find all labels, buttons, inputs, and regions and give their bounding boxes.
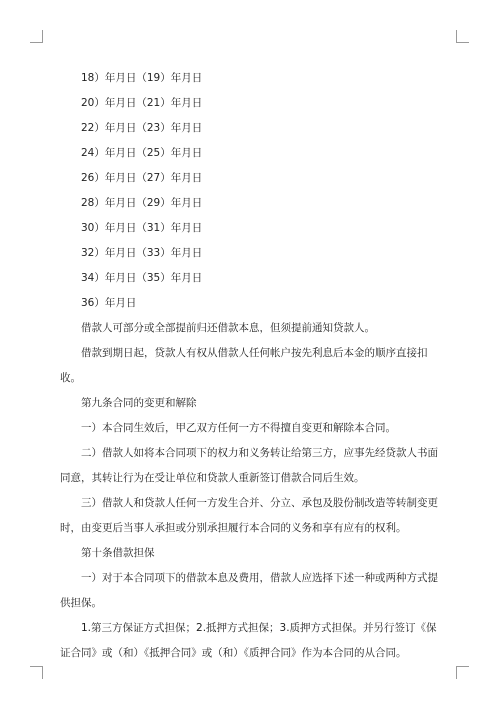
paragraph-deduction: 借款到期日起，贷款人有权从借款人任何帐户按先利息后本金的顺序直接扣收。 <box>60 347 428 384</box>
paragraph-early-repayment: 借款人可部分或全部提前归还借款本息，但须提前通知贷款人。 <box>81 322 375 334</box>
paragraph-dates-24-25: 24）年月日（25）年月日 <box>81 147 203 159</box>
paragraph-dates-22-23: 22）年月日（23）年月日 <box>81 122 203 134</box>
paragraph-dates-28-29: 28）年月日（29）年月日 <box>81 197 203 209</box>
crop-mark-top-right <box>456 30 469 43</box>
paragraph-article-9-item-2: 二）借款人如将本合同项下的权力和义务转让给第三方，应事先经贷款人书面同意，其转让行为在受让单位和贷款人重新签订借款合同后生效。 <box>60 447 438 484</box>
document-body <box>60 66 445 666</box>
paragraph-guarantee-methods: 1.第三方保证方式担保；2.抵押方式担保；3.质押方式担保。并另行签订《保证合同》或（和）《抵押合同》或（和）《质押合同》作为本合同的从合同。 <box>60 622 437 659</box>
paragraph-dates-20-21: 20）年月日（21）年月日 <box>81 97 203 109</box>
crop-mark-bottom-left <box>30 666 43 679</box>
paragraph-dates-26-27: 26）年月日（27）年月日 <box>81 172 203 184</box>
paragraph-article-9-item-3: 三）借款人和贷款人任何一方发生合并、分立、承包及股份制改造等转制变更时，由变更后当事人承担或分别承担履行本合同的义务和享有应有的权利。 <box>60 497 438 534</box>
crop-mark-top-left <box>30 30 43 43</box>
paragraph-dates-34-35: 34）年月日（35）年月日 <box>81 272 203 284</box>
paragraph-article-10-item-1: 一）对于本合同项下的借款本息及费用，借款人应选择下述一种或两种方式提供担保。 <box>60 572 438 609</box>
heading-article-10: 第十条借款担保 <box>81 547 155 559</box>
paragraph-dates-32-33: 32）年月日（33）年月日 <box>81 247 203 259</box>
heading-article-9: 第九条合同的变更和解除 <box>81 397 197 409</box>
paragraph-dates-30-31: 30）年月日（31）年月日 <box>81 222 203 234</box>
paragraph-dates-18-19: 18）年月日（19）年月日 <box>81 72 203 84</box>
crop-mark-bottom-right <box>456 666 469 679</box>
paragraph-article-9-item-1: 一）本合同生效后，甲乙双方任何一方不得擅自变更和解除本合同。 <box>81 422 396 434</box>
paragraph-dates-36: 36）年月日 <box>81 297 137 309</box>
